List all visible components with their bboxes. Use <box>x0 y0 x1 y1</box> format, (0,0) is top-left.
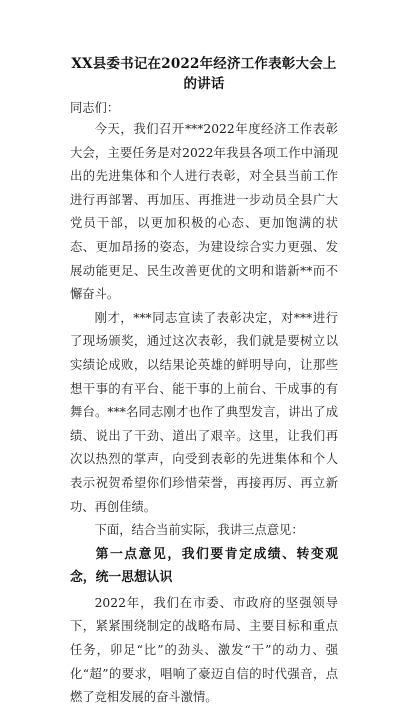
section-heading-first-point: 第一点意见，我们要肯定成绩、转变观念，统一思想认识 <box>70 546 338 586</box>
paragraph-opening: 今天，我们召开***2022年度经济工作表彰大会，主要任务是对2022年我县各项工作中涌现出的先进集体和个人进行表彰，对全县当前工作进行再部署、再加压、再推进一步动员全县广大党员干部，以更加积极的心态、更加饱满的状态、更加昂扬的姿态，为建设综合实力更强、发展动能更足、民生改善更优的文明和谐新**而不懈奋斗。 <box>70 122 338 302</box>
paragraph-transition: 下面，结合当前实际，我讲三点意见： <box>94 523 304 538</box>
paragraph-commendation: 刚才，***同志宣读了表彰决定，对***进行了现场颁奖，通过这次表彰，我们就是要树立以实绩论成败，以结果论英雄的鲜明导向，让那些想干事的有平台、能干事的上前台、干成事的有舞台。***名同志刚才也作了典型发言，讲出了成绩、说出了干劲、道出了艰辛。这里，让我们再次以热烈的掌声，向受到表彰的先进集体和个人表示祝贺希望你们珍惜荣誉，再接再厉、再立新功、再创佳绩。 <box>70 310 338 514</box>
document-title: XX县委书记在2022年经济工作表彰大会上的讲话 <box>71 56 337 92</box>
salutation: 同志们： <box>70 101 120 115</box>
paragraph-2022-review: 2022年，我们在市委、市政府的坚强领导下，紧紧围绕制定的战略布局、主要目标和重点任务，卯足“比”的劲头、激发“干”的动力、强化“超”的要求，唱响了豪迈自信的时代强音，点燃了竞相发展的奋斗激情。 <box>70 595 338 705</box>
